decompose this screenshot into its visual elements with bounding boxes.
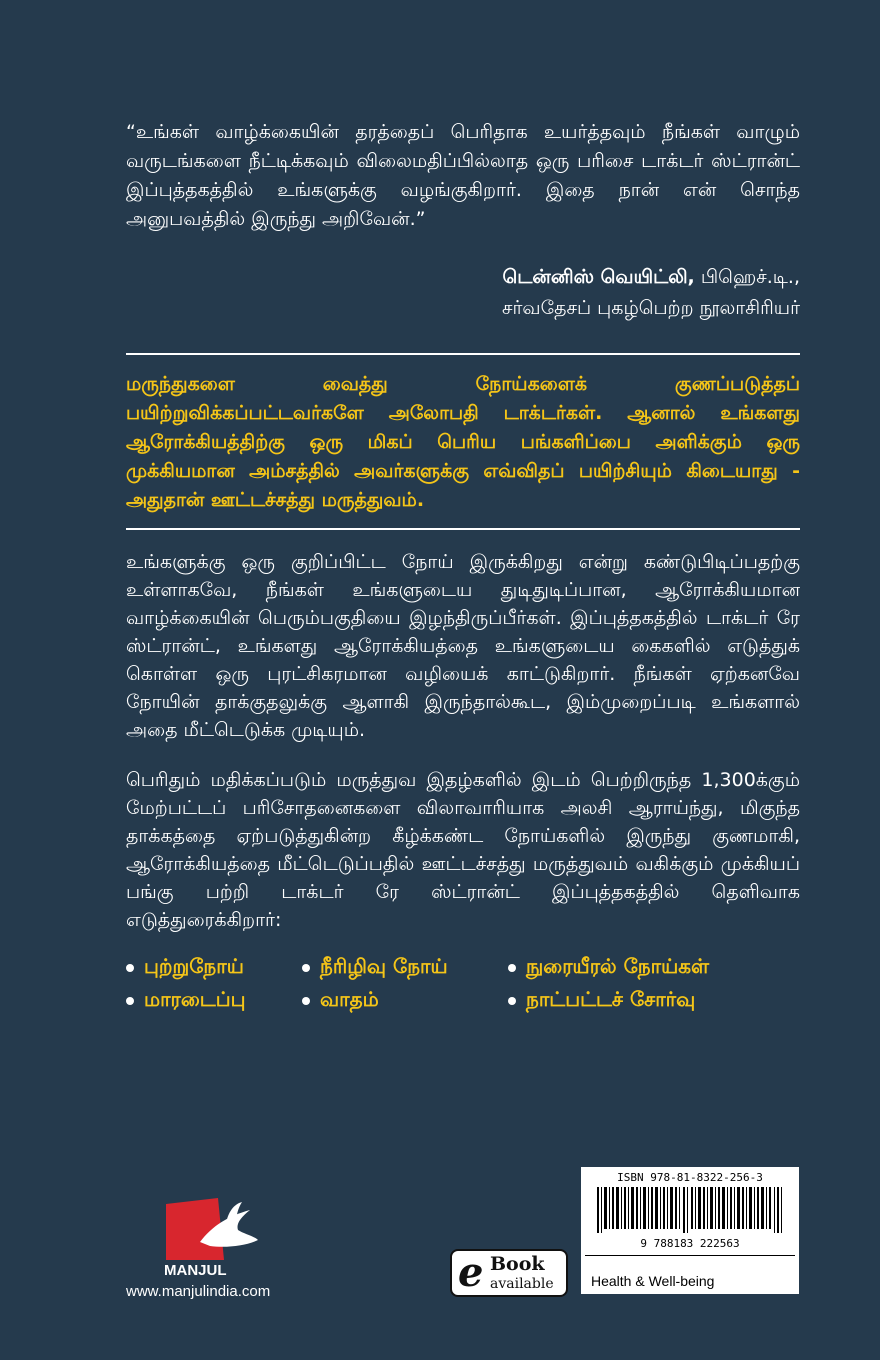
bullet-icon [126, 997, 134, 1005]
disease-item: புற்றுநோய் [126, 954, 244, 981]
ebook-available-label: available [490, 1276, 554, 1292]
highlight-paragraph: மருந்துகளை வைத்து நோய்களைக் குணப்படுத்தப் பயிற்றுவிக்கப்பட்டவர்களே அலோபதி டாக்டர்கள். ஆனால் உங்களது ஆரோக்கியத்திற்கு ஒரு மிகப் பெரிய பங்களிப்பை அளிக்கும் ஒரு முக்கியமான அம்சத்தில் அவர்களுக்கு எவ்விதப் பயிற்சியும் கிடையாது - அதுதான் ஊட்டச்சத்து மருத்துவம். [126, 373, 800, 511]
quote-author [503, 266, 800, 291]
disease-item: மாரடைப்பு [126, 987, 245, 1014]
quote-author-name: டென்னிஸ் வெயிட்லி, [502, 266, 695, 288]
barcode-number: 9 788183 222563 [640, 1237, 740, 1250]
swan-logo-icon [166, 1198, 258, 1260]
bullet-icon [302, 997, 310, 1005]
quote-author-role: சர்வதேசப் புகழ்பெற்ற நூலாசிரியர் [501, 297, 800, 319]
publisher-url[interactable]: www.manjulindia.com [126, 1283, 271, 1300]
disease-item: நாட்பட்டச் சோர்வு [508, 987, 695, 1014]
endorsement-quote: “உங்கள் வாழ்க்கையின் தரத்தைப் பெரிதாக உயர்த்தவும் நீங்கள் வாழும் வருடங்களை நீட்டிக்கவும் விலைமதிப்பில்லாத ஒரு பரிசை டாக்டர் ஸ்ட்ரான்ட் இப்புத்தகத்தில் உங்களுக்கு வழங்குகிறார். இதை நான் என் சொந்த அனுபவத்தில் இருந்து அறிவேன்.” [126, 121, 800, 230]
disease-item: நீரிழிவு நோய் [302, 954, 448, 981]
ebook-badge [450, 1249, 568, 1297]
bullet-icon [302, 964, 310, 972]
body-paragraph-1: உங்களுக்கு ஒரு குறிப்பிட்ட நோய் இருக்கிறது என்று கண்டுபிடிப்பதற்கு உள்ளாகவே, நீங்கள் உங்களுடைய துடிதுடிப்பான, ஆரோக்கியமான வாழ்க்கையின் பெரும்பகுதியை இழந்திருப்பீர்கள். இப்புத்தகத்தில் டாக்டர் ரே ஸ்ட்ரான்ட், உங்களது ஆரோக்கியத்தை உங்களுடைய கைகளில் எடுத்துக் கொள்ள ஒரு புரட்சிகரமான வழியைக் காட்டுகிறார். நீங்கள் ஏற்கனவே நோயின் தாக்குதலுக்கு ஆளாகி இருந்தால்கூட, இம்முறைப்படி உங்களால் அதை மீட்டெடுக்க முடியும். [126, 551, 800, 741]
bullet-icon [126, 964, 134, 972]
isbn-box [581, 1167, 799, 1294]
isbn-divider [585, 1255, 795, 1256]
publisher-name: MANJUL [164, 1262, 227, 1279]
bullet-icon [508, 964, 516, 972]
divider-top [126, 353, 800, 355]
quote-author-degree: பிஹெச்.டி., [694, 266, 800, 288]
ebook-book-label: Book [490, 1253, 545, 1275]
ebook-e-letter: e [458, 1249, 484, 1296]
barcode-icon [595, 1187, 785, 1233]
bullet-icon [508, 997, 516, 1005]
disease-item: வாதம் [302, 987, 379, 1014]
divider-bottom [126, 528, 800, 530]
isbn-label: ISBN 978-81-8322-256-3 [617, 1171, 763, 1184]
book-category: Health & Well-being [591, 1273, 715, 1289]
body-paragraph-2: பெரிதும் மதிக்கப்படும் மருத்துவ இதழ்களில் இடம் பெற்றிருந்த 1,300க்கும் மேற்பட்டப் பரிசோதனைகளை விலாவாரியாக அலசி ஆராய்ந்து, மிகுந்த தாக்கத்தை ஏற்படுத்துகின்ற கீழ்க்கண்ட நோய்களில் இருந்து குணமாகி, ஆரோக்கியத்தை மீட்டெடுப்பதில் ஊட்டச்சத்து மருத்துவம் வகிக்கும் முக்கியப் பங்கு பற்றி டாக்டர் ரே ஸ்ட்ரான்ட் இப்புத்தகத்தில் தெளிவாக எடுத்துரைக்கிறார்: [126, 769, 800, 931]
disease-item: நுரையீரல் நோய்கள் [508, 954, 709, 981]
